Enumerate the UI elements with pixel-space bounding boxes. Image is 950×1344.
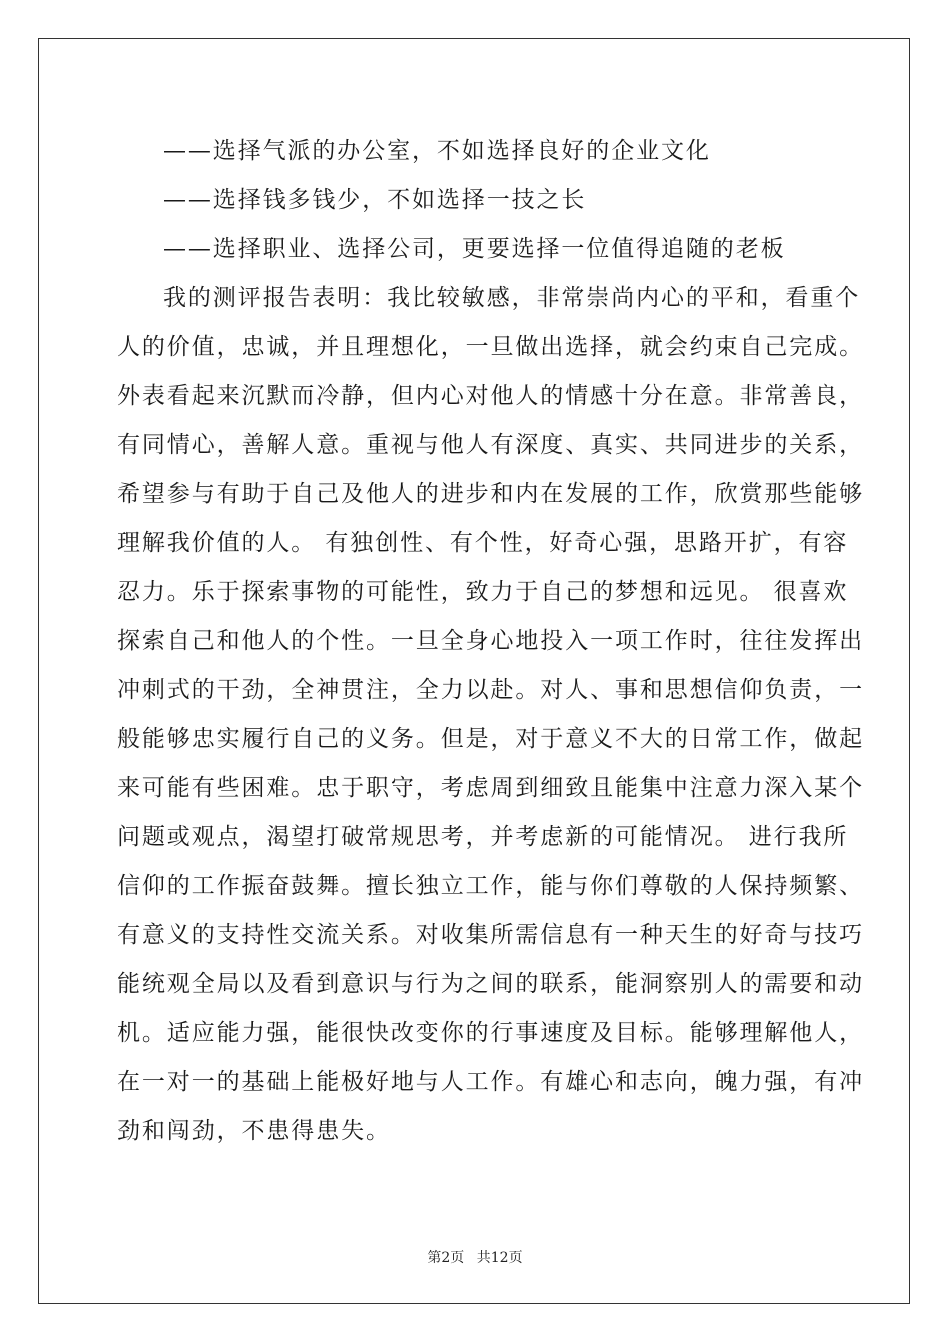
paragraph-line: 信仰的工作振奋鼓舞。擅长独立工作，能与你们尊敬的人保持频繁、 [117,873,864,899]
paragraph-line: 在一对一的基础上能极好地与人工作。有雄心和志向，魄力强，有冲 [117,1069,864,1095]
paragraph-line: 冲刺式的干劲，全神贯注，全力以赴。对人、事和思想信仰负责，一 [117,677,864,703]
paragraph-line: 外表看起来沉默而冷静，但内心对他人的情感十分在意。非常善良， [117,383,864,409]
paragraph-line: 理解我价值的人。 有独创性、有个性，好奇心强，思路开扩，有容 [117,530,849,556]
page-number: 第2页 [427,1250,465,1266]
slogan-line: ——选择职业、选择公司，更要选择一位值得追随的老板 [163,236,786,262]
paragraph-line: 机。适应能力强，能很快改变你的行事速度及目标。能够理解他人， [117,1020,864,1046]
paragraph-line: 有意义的支持性交流关系。对收集所需信息有一种天生的好奇与技巧 [117,922,864,948]
page-total: 共12页 [476,1250,523,1266]
paragraph-line: 能统观全局以及看到意识与行为之间的联系，能洞察别人的需要和动 [117,971,864,997]
slogan-line: ——选择气派的办公室，不如选择良好的企业文化 [163,138,711,164]
paragraph-line: 来可能有些困难。忠于职守，考虑周到细致且能集中注意力深入某个 [117,775,864,801]
paragraph-line: 人的价值，忠诚，并且理想化，一旦做出选择，就会约束自己完成。 [117,334,864,360]
slogan-line: ——选择钱多钱少，不如选择一技之长 [163,187,587,213]
paragraph-line: 忍力。乐于探索事物的可能性，致力于自己的梦想和远见。 很喜欢 [117,579,849,605]
paragraph-line: 问题或观点，渴望打破常规思考，并考虑新的可能情况。 进行我所 [117,824,849,850]
paragraph-line: 般能够忠实履行自己的义务。但是，对于意义不大的日常工作，做起 [117,726,864,752]
document-body [117,127,864,1156]
page-footer [0,1247,950,1267]
paragraph-line: 劲和闯劲，不患得患失。 [117,1118,391,1144]
paragraph-line: 我的测评报告表明：我比较敏感，非常崇尚内心的平和，看重个 [163,285,861,311]
paragraph-line: 有同情心，善解人意。重视与他人有深度、真实、共同进步的关系， [117,432,864,458]
paragraph-line: 探索自己和他人的个性。一旦全身心地投入一项工作时，往往发挥出 [117,628,864,654]
paragraph-line: 希望参与有助于自己及他人的进步和内在发展的工作，欣赏那些能够 [117,481,864,507]
